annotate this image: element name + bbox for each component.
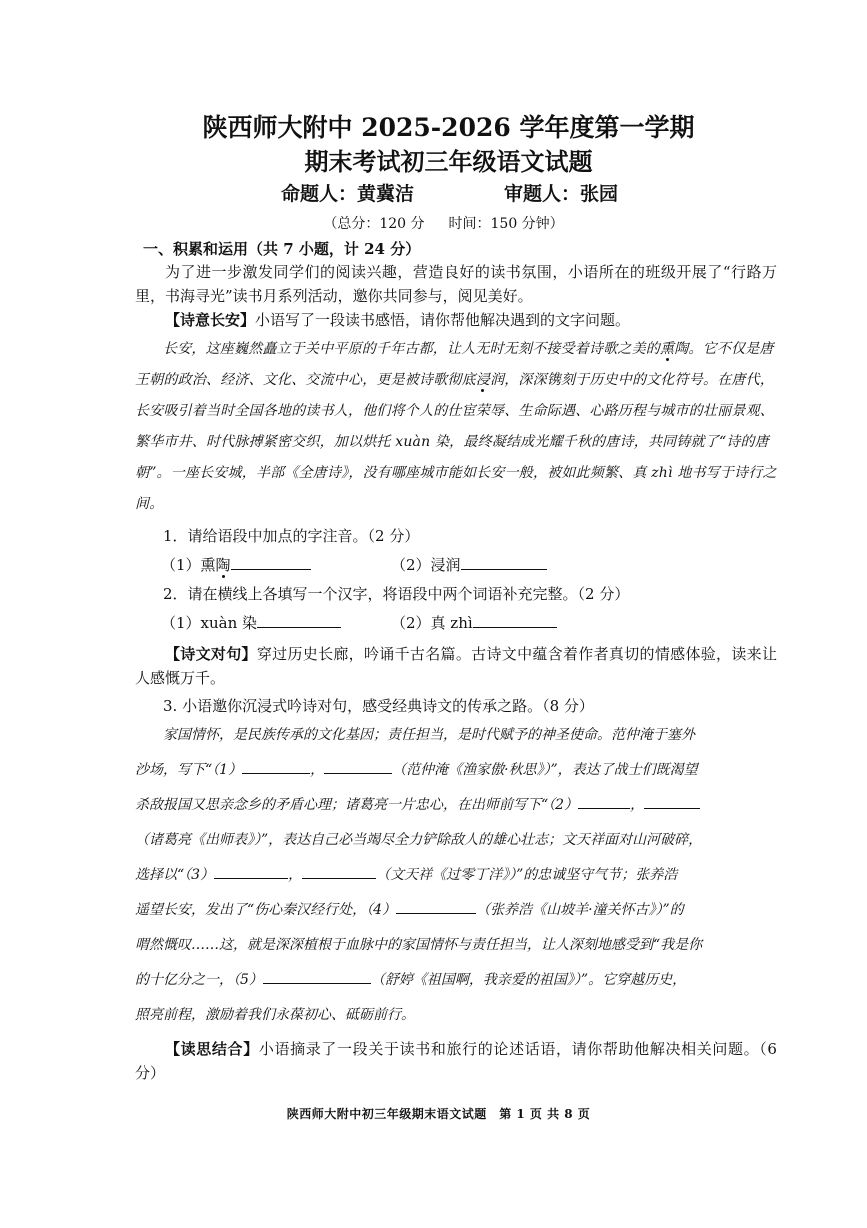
exam-title: 陕西师大附中 2025-2026 学年度第一学期 <box>202 113 695 142</box>
q3-text: 遥望长安，发出了“伤心秦汉经行处，（4） <box>135 902 397 918</box>
reviewer-name: 审题人：张园 <box>504 183 619 205</box>
part3-tag: 【读思结合】 <box>165 1040 259 1058</box>
q3-text: 杀敌报国又思亲念乡的矛盾心理；诸葛亮一片忠心，在出师前写下“（2） <box>135 797 579 813</box>
q3-line-3 <box>135 788 777 823</box>
passage-char-tao: 陶 <box>674 341 689 357</box>
part3-text: 小语摘录了一段关于读书和旅行的论述话语，请你帮助他解决相关问题。（6 分） <box>135 1040 777 1082</box>
q3-text: （文天祥《过零丁洋》）”的忠诚坚守气节；张养浩 <box>376 867 678 883</box>
q2-a-label: （1）xuàn 染 <box>161 614 258 632</box>
part1-paragraph <box>135 308 777 332</box>
setter-name: 命题人：黄冀洁 <box>280 183 414 205</box>
q1-answer-a <box>161 552 391 578</box>
total-score: （总分：120 分 <box>323 216 425 232</box>
q3-text: （舒婷《祖国啊，我亲爱的祖国》）”。它穿越历史， <box>370 972 687 988</box>
part2-paragraph <box>135 642 777 690</box>
answer-blank[interactable] <box>242 756 310 774</box>
q3-line-6 <box>135 893 777 928</box>
q1-a-label: （1）熏 <box>161 556 216 574</box>
question-1: 1．请给语段中加点的字注音。（2 分） <box>163 527 420 545</box>
part3-paragraph <box>135 1037 777 1085</box>
page-footer: 陕西师大附中初三年级期末语文试题 第 1 页 共 8 页 <box>286 1107 591 1121</box>
dotted-char-jin: 浸 <box>475 372 491 388</box>
question-2-answers <box>161 610 777 636</box>
intro-paragraph: 为了进一步激发同学们的阅读兴趣，营造良好的读书氛围，小语所在的班级开展了“行路万里，书海寻光”读书月系列活动，邀你共同参与，阅见美好。 <box>135 263 777 305</box>
answer-blank[interactable] <box>263 966 371 984</box>
answer-blank[interactable] <box>473 610 557 628</box>
q2-answer-b <box>391 610 621 636</box>
answer-blank[interactable] <box>302 861 376 879</box>
section-heading: 一、积累和运用（共 7 小题，计 24 分） <box>143 240 421 258</box>
q3-text: （范仲淹《渔家傲·秋思》）”，表达了战士们既渴望 <box>392 762 698 778</box>
q3-line-8 <box>135 963 777 998</box>
score-time-line <box>110 214 777 234</box>
answer-blank[interactable] <box>231 552 311 570</box>
answer-blank[interactable] <box>214 861 288 879</box>
q3-text: （张养浩《山坡羊·潼关怀古》）”的 <box>476 902 684 918</box>
q3-text: ， <box>310 762 325 778</box>
question-3: 3. 小语邀你沉浸式吟诗对句，感受经典诗文的传承之路。（8 分） <box>163 697 594 715</box>
answer-blank[interactable] <box>396 896 476 914</box>
q3-line-7: 喟然慨叹……这，就是深深植根于血脉中的家国情怀与责任担当，让人深刻地感受到“我是你 <box>135 937 703 953</box>
question-2: 2．请在横线上各填写一个汉字，将语段中两个词语补充完整。（2 分） <box>163 585 630 603</box>
q3-line-5 <box>135 858 777 893</box>
q3-text: ， <box>288 867 303 883</box>
exam-time: 时间：150 分钟） <box>448 216 564 232</box>
setter-line <box>122 180 777 208</box>
passage-part-a: 长安，这座巍然矗立于关中平原的千年古都，让人无时无刻不接受着诗歌之美的 <box>163 341 660 357</box>
q3-line-9: 照亮前程，激励着我们永葆初心、砥砺前行。 <box>135 1007 415 1023</box>
q3-line-1: 家国情怀，是民族传承的文化基因；责任担当，是时代赋予的神圣使命。范仲淹于塞外 <box>163 727 695 743</box>
q3-text: ， <box>630 797 645 813</box>
dotted-char-xun: 熏 <box>660 341 675 357</box>
passage-part-c: ，深深镌刻于历史中的文化符号。在唐代，长安吸引着当时全国各地的读书人，他们将个人的仕宦荣辱、生命际遇、心路历程与城市的壮丽景观、繁华市井、时代脉搏紧密交织，加以烘托 xuàn 染，最终凝结成光耀千秋的唐诗，共同铸就了“诗的唐朝”。一座长安城，半部《全唐诗》，没有哪座城市能如长安一般，被如此频繁、真 zhì 地书写于诗行之间。 <box>135 372 777 512</box>
answer-blank[interactable] <box>324 756 392 774</box>
q3-line-2 <box>135 753 777 788</box>
answer-blank[interactable] <box>644 791 700 809</box>
q2-answer-a <box>161 610 391 636</box>
q1-answer-b <box>391 552 621 578</box>
exam-subtitle: 期末考试初三年级语文试题 <box>304 147 593 176</box>
q2-b-label: （2）真 zhì <box>391 614 473 632</box>
q1-a-dotted-char: 陶 <box>215 556 231 574</box>
q3-line-4: （诸葛亮《出师表》）”，表达自己必当竭尽全力铲除敌人的雄心壮志；文天祥面对山河破碎， <box>135 832 703 848</box>
answer-blank[interactable] <box>257 610 341 628</box>
reading-passage <box>135 334 777 520</box>
question-1-answers <box>161 552 777 578</box>
part1-text: 小语写了一段读书感悟，请你帮他解决遇到的文字问题。 <box>255 311 631 329</box>
part2-text: 穿过历史长廊，吟诵千古名篇。古诗文中蕴含着作者真切的情感体验，读来让人感慨万千。 <box>135 645 777 687</box>
q3-text: 的十亿分之一，（5） <box>135 972 263 988</box>
answer-blank[interactable] <box>461 552 547 570</box>
passage-part-b: 。它不仅是唐王朝的政治、经济、文化、交流中心，更是被诗歌彻底 <box>135 341 774 388</box>
passage-char-run: 润 <box>490 372 505 388</box>
part2-tag: 【诗文对句】 <box>165 645 257 663</box>
q3-text: 沙场，写下“（1） <box>135 762 243 778</box>
q1-b-label: （2）浸润 <box>391 556 461 574</box>
part1-tag: 【诗意长安】 <box>165 311 256 329</box>
answer-blank[interactable] <box>578 791 630 809</box>
q3-text: 选择以“（3） <box>135 867 215 883</box>
